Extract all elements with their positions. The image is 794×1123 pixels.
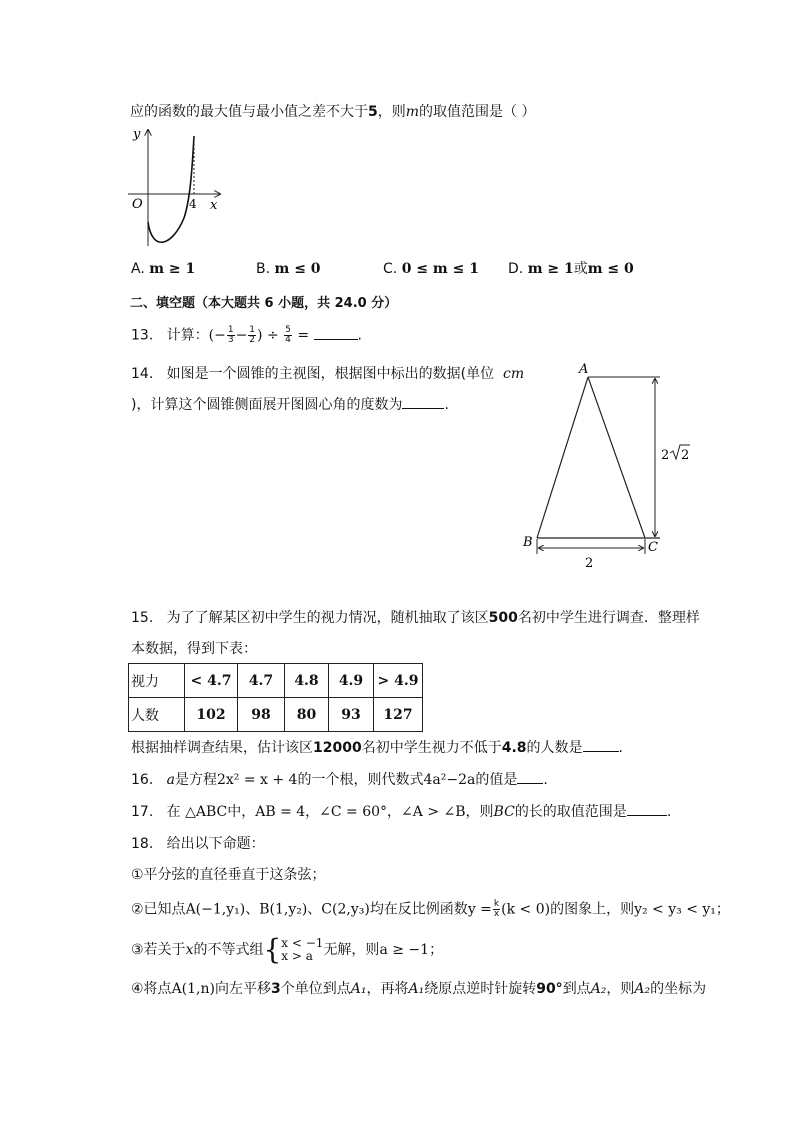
q13-label: 计算：: [166, 327, 209, 344]
q18-proposition-1: ①平分弦的直径垂直于这条弦；: [131, 867, 326, 883]
p4-text-8: 的坐标为: [650, 981, 707, 997]
q15-line2: 本数据，得到下表：: [131, 641, 257, 657]
table-cell: > 4.9: [374, 664, 423, 698]
q16-end: .: [543, 772, 548, 788]
frac-den: 2: [249, 335, 256, 345]
section-heading: 二、填空题（本大题共 6 小题，共 24.0 分）: [130, 296, 398, 311]
inequality-system: [281, 937, 323, 963]
table-cell: 102: [185, 698, 238, 732]
q13: [131, 326, 362, 345]
q17-end: .: [666, 804, 672, 820]
q18-proposition-3: [131, 933, 444, 966]
p2-inequality: y₂ < y₃ < y₁: [634, 901, 716, 918]
answer-blank[interactable]: [583, 739, 619, 752]
p4-deg: 90°: [536, 981, 563, 997]
q17-text: 在: [166, 804, 181, 820]
frac-den: 4: [285, 335, 291, 345]
q14-unit: cm: [503, 366, 525, 382]
q16-equation: 2x² = x + 4: [216, 772, 298, 788]
p4-a1: A₁: [350, 981, 367, 997]
table-cell: 4.8: [285, 664, 329, 698]
p3-text-2: 的不等式组: [193, 942, 264, 958]
label-height-coef: 2: [661, 448, 670, 463]
p4-text-5: 绕原点逆时针旋转: [424, 981, 537, 997]
question-number: 16.: [131, 772, 154, 788]
p4-a2: A₂: [590, 981, 607, 997]
q17-ab: AB = 4: [255, 804, 306, 820]
p4-point: A(1,n): [171, 981, 215, 997]
q18-proposition-2: [131, 900, 730, 919]
q13-paren-close: ): [257, 327, 263, 344]
frac-num: 1: [227, 325, 234, 335]
q14-text: 如图是一个圆锥的主视图，根据图中标出的数据(单位: [166, 366, 495, 382]
q16-var-a: a: [166, 772, 175, 788]
q15-text-b: 名初中学生进行调查．整理样: [517, 610, 700, 626]
q15-v48: 4.8: [501, 740, 527, 756]
option-c: [383, 260, 479, 278]
option-letter: B.: [256, 261, 271, 277]
option-expr: m ≤ 0: [274, 261, 321, 277]
q18-intro: [131, 835, 265, 853]
q17-bc: BC: [493, 804, 515, 820]
p4-text: ④将点: [131, 981, 172, 997]
p2-text-3: 的图象上，则: [550, 901, 635, 918]
p4-text-3: 个单位到点: [280, 981, 351, 997]
q14-end: .: [444, 397, 449, 413]
p4-n3: 3: [270, 981, 281, 997]
question-number: 17.: [131, 804, 154, 820]
frac-num: 5: [285, 325, 291, 335]
option-expr: m ≥ 1: [149, 261, 196, 277]
side-ab: [537, 377, 588, 538]
frac-1-2: [248, 326, 256, 345]
frac-num: k: [493, 899, 500, 909]
option-expr: 0 ≤ m ≤ 1: [401, 261, 479, 277]
q15-end: .: [618, 740, 623, 756]
frac-k-x: [493, 900, 500, 919]
q15-text-3: 根据抽样调查结果，估计该区: [131, 740, 313, 756]
label-base: 2: [585, 556, 594, 571]
label-height-rad: 2: [681, 448, 690, 463]
p3-text: ③若关于: [131, 942, 186, 958]
p2-text: ②已知点: [131, 901, 186, 918]
question-number: 18.: [131, 836, 154, 852]
p3-result: a ≥ −1: [379, 942, 430, 958]
q15-n12000: 12000: [313, 740, 362, 756]
q12-var-m: m: [405, 104, 420, 120]
q16: [131, 771, 548, 789]
q17-angles: ∠A > ∠B: [401, 804, 466, 820]
label-four: 4: [189, 197, 197, 211]
side-ac: [588, 377, 645, 538]
q15-line3: [131, 739, 623, 757]
option-expr-2: m ≤ 0: [587, 261, 634, 277]
p3-ineq-1: x < −1: [281, 936, 324, 950]
q15-n500: 500: [488, 610, 518, 626]
frac-den: 3: [227, 335, 234, 345]
q12-stem: [130, 103, 535, 121]
p2-end: ；: [715, 901, 730, 918]
option-letter: C.: [383, 261, 398, 277]
q13-eq: =: [292, 327, 314, 344]
question-number: 15.: [131, 610, 154, 626]
p3-ineq-2: x > a: [281, 949, 313, 963]
table-cell: 视力: [129, 664, 185, 698]
p2-condition: (k < 0): [501, 901, 551, 918]
p3-var-x: x: [185, 942, 194, 958]
table-cell: 4.9: [329, 664, 374, 698]
frac-den: x: [493, 909, 500, 919]
p4-text-2: 向左平移: [214, 981, 271, 997]
q16-text-2: 的一个根，则代数式: [297, 772, 424, 788]
option-letter: A.: [131, 261, 145, 277]
p4-a2-b: A₂: [634, 981, 651, 997]
p3-text-3: 无解，则: [323, 942, 380, 958]
q16-text-3: 的值是: [475, 772, 518, 788]
p3-end: ；: [429, 942, 444, 958]
label-a: A: [579, 362, 589, 377]
option-expr: m ≥ 1: [527, 261, 574, 277]
table-cell: 93: [329, 698, 374, 732]
q13-minus: −: [235, 327, 248, 344]
table-cell: 80: [285, 698, 329, 732]
option-or: 或: [573, 261, 588, 277]
q16-text: 是方程: [174, 772, 217, 788]
frac-1-3: [227, 326, 235, 345]
p4-text-7: ，则: [606, 981, 635, 997]
table-cell: 127: [374, 698, 423, 732]
q15-text-3b: 名初中学生视力不低于: [361, 740, 502, 756]
p4-a1-b: A₁: [408, 981, 425, 997]
frac-num: 1: [249, 325, 256, 335]
label-x: x: [210, 198, 218, 213]
option-d: [508, 260, 634, 278]
answer-blank[interactable]: [517, 771, 543, 784]
q12-number: 5: [368, 104, 378, 120]
q14-text-2: )，计算这个圆锥侧面展开图圆心角的度数为: [131, 397, 403, 413]
answer-blank[interactable]: [402, 396, 444, 409]
q17-triangle: △ABC: [185, 804, 228, 820]
label-y: y: [133, 127, 141, 142]
answer-blank[interactable]: [314, 327, 358, 340]
option-a: [131, 260, 195, 278]
p2-func-y: y =: [467, 901, 492, 918]
q17-text-2: 中，: [227, 804, 256, 820]
q17-angle-c: ∠C = 60°: [319, 804, 388, 820]
parabola-curve: [148, 136, 194, 242]
table-cell: 人数: [129, 698, 185, 732]
p2-points: A(−1,y₁)、B(1,y₂)、C(2,y₃): [185, 901, 370, 918]
table-row: [129, 698, 423, 732]
option-b: [256, 260, 321, 278]
table-cell: 98: [238, 698, 285, 732]
label-c: C: [648, 540, 658, 555]
q12-text-mid: ，则: [377, 104, 406, 120]
brace-icon: {: [263, 933, 282, 966]
q17: [131, 803, 671, 821]
answer-blank[interactable]: [627, 803, 667, 816]
q12-text: 应的函数的最大值与最小值之差不大于: [130, 104, 368, 120]
q15-text: 为了了解某区初中学生的视力情况，随机抽取了该区: [166, 610, 489, 626]
q15-line1: [131, 609, 700, 627]
q17-comma-2: ，: [387, 804, 402, 820]
q14-line1: [131, 365, 524, 383]
vision-table: [128, 663, 423, 732]
table-row: [129, 664, 423, 698]
option-letter: D.: [508, 261, 524, 277]
label-b: B: [523, 535, 533, 550]
q18-proposition-4: [131, 980, 706, 998]
q13-paren: (−: [208, 327, 226, 344]
q12-text-suffix: 的取值范围是（ ）: [419, 104, 536, 120]
table-cell: < 4.7: [185, 664, 238, 698]
q13-div: ÷: [262, 327, 284, 344]
cone-front-view-figure: [515, 358, 700, 573]
q17-comma: ，: [305, 804, 320, 820]
label-origin: O: [132, 197, 143, 212]
q18-intro-text: 给出以下命题：: [166, 836, 265, 852]
question-number: 13.: [131, 327, 154, 344]
question-number: 14.: [131, 366, 154, 382]
q17-text-4: 的长的取值范围是: [514, 804, 627, 820]
p4-text-6: 到点: [562, 981, 591, 997]
p4-text-4: ，再将: [366, 981, 409, 997]
q14-line2: [131, 396, 449, 414]
q16-expr: 4a²−2a: [423, 772, 476, 788]
table-cell: 4.7: [238, 664, 285, 698]
frac-5-4: [284, 326, 292, 345]
q15-text-3c: 的人数是: [526, 740, 583, 756]
q12-parabola-graph: [120, 122, 230, 252]
q17-text-3: ，则: [465, 804, 494, 820]
p2-text-2: 均在反比例函数: [369, 901, 468, 918]
q13-end: .: [357, 327, 362, 344]
